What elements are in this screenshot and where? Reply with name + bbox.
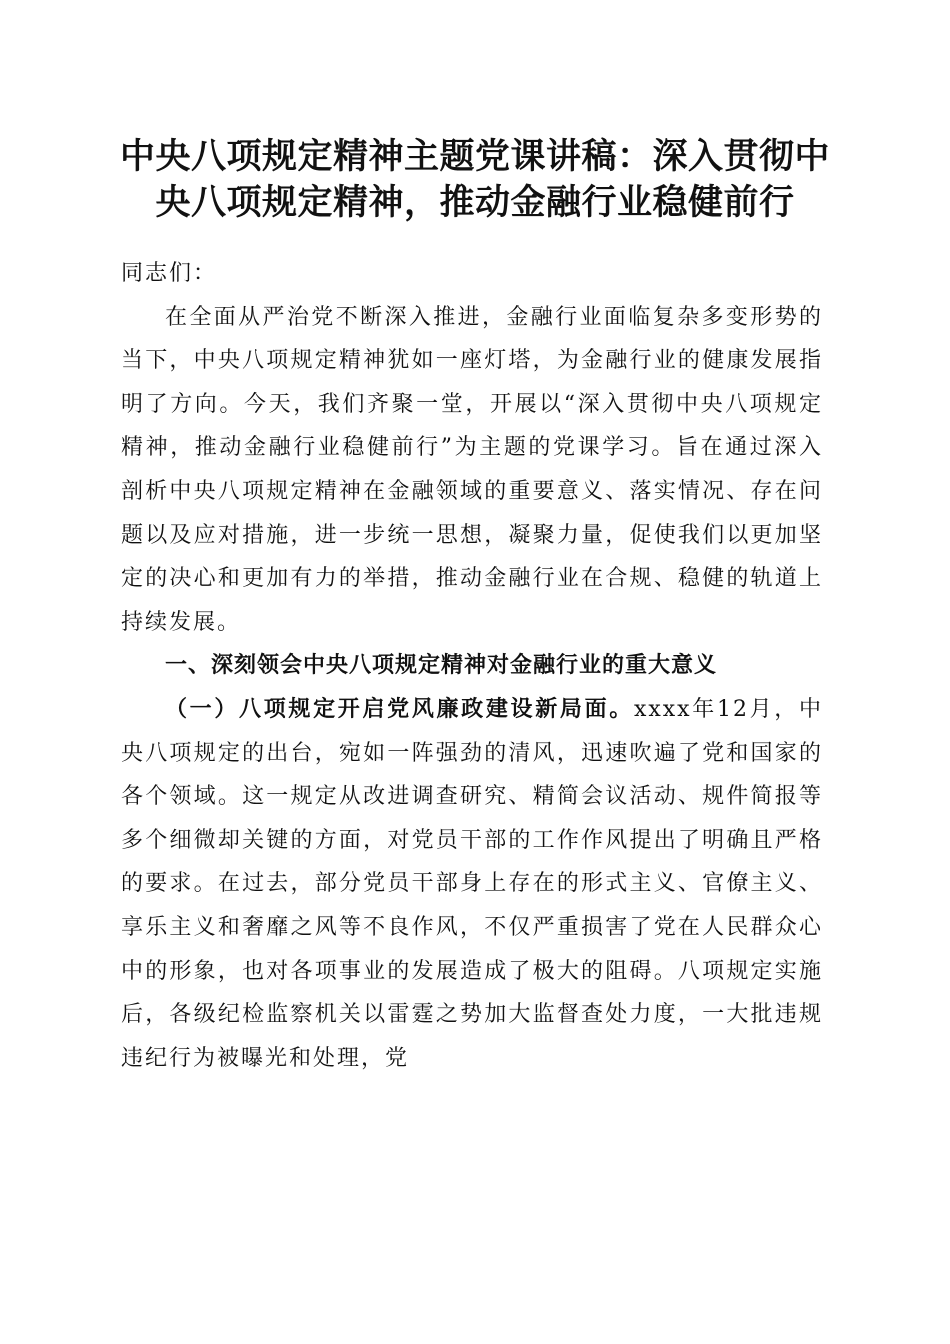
document-title [110, 134, 840, 226]
intro-paragraph: 在全面从严治党不断深入推进，金融行业面临复杂多变形势的当下，中央八项规定精神犹如一座灯塔，为金融行业的健康发展指明了方向。今天，我们齐聚一堂，开展以“深入贯彻中央八项规定精神，推动金融行业稳健前行”为主题的党课学习。旨在通过深入剖析中央八项规定精神在金融领域的重要意义、落实情况、存在问题以及应对措施，进一步统一思想，凝聚力量，促使我们以更加坚定的决心和更加有力的举措，推动金融行业在合规、稳健的轨道上持续发展。 [121, 304, 823, 635]
section-1-heading: 一、深刻领会中央八项规定精神对金融行业的重大意义 [165, 653, 718, 679]
subsection-1-heading: （一）八项规定开启党风廉政建设新局面。 [165, 696, 634, 722]
title-line-2: 央八项规定精神，推动金融行业稳健前行 [155, 183, 795, 223]
subsection-1-paragraph [121, 688, 823, 1080]
salutation: 同志们： [121, 261, 218, 286]
document-body [121, 252, 823, 1080]
subsection-1-body: xxxx年12月，中央八项规定的出台，宛如一阵强劲的清风，迅速吹遍了党和国家的各个领域。这一规定从改进调查研究、精简会议活动、规件简报等多个细微却关键的方面，对党员干部的工作作风提出了明确且严格的要求。在过去，部分党员干部身上存在的形式主义、官僚主义、享乐主义和奢靡之风等不良作风，不仅严重损害了党在人民群众心中的形象，也对各项事业的发展造成了极大的阻碍。八项规定实施后，各级纪检监察机关以雷霆之势加大监督查处力度，一大批违规违纪行为被曝光和处理，党 [121, 696, 823, 1071]
title-line-1: 中央八项规定精神主题党课讲稿：深入贯彻中 [119, 137, 830, 177]
